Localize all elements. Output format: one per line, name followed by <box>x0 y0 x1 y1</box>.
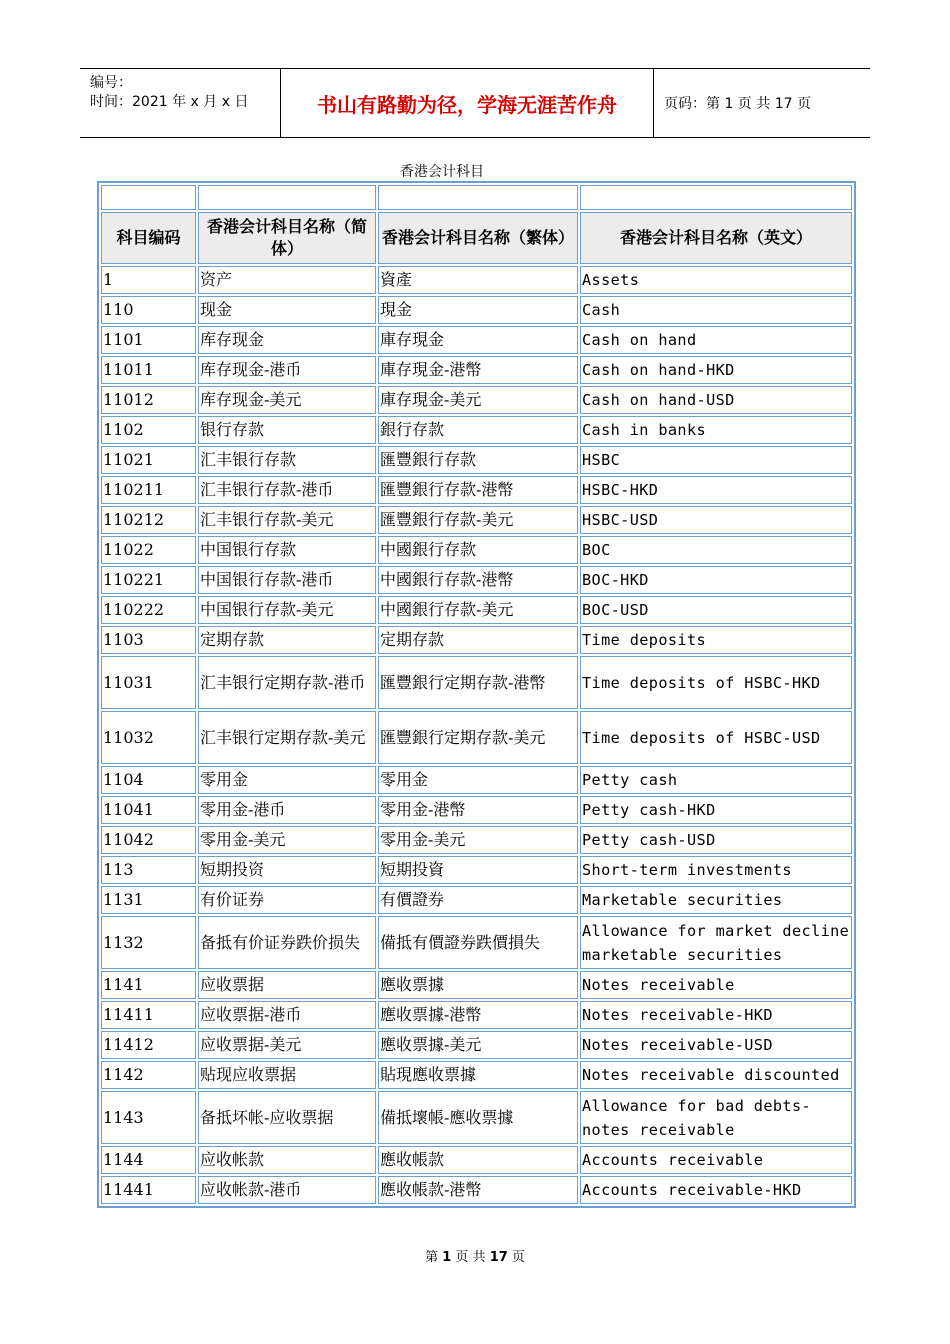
simplified-name-cell: 应收票据-美元 <box>198 1031 376 1059</box>
table-row <box>101 1001 852 1029</box>
code-cell: 110212 <box>101 506 196 534</box>
traditional-name-cell: 零用金-港幣 <box>378 796 578 824</box>
traditional-name-cell: 應收票據 <box>378 971 578 999</box>
simplified-name-cell: 备抵坏帐-应收票据 <box>198 1091 376 1144</box>
english-name-cell: Cash on hand-HKD <box>580 356 852 384</box>
code-cell: 11042 <box>101 826 196 854</box>
traditional-name-cell: 現金 <box>378 296 578 324</box>
simplified-name-cell: 中国银行存款 <box>198 536 376 564</box>
code-cell: 11041 <box>101 796 196 824</box>
code-cell: 1 <box>101 266 196 294</box>
traditional-name-cell: 備抵有價證券跌價損失 <box>378 916 578 969</box>
code-cell: 11441 <box>101 1176 196 1204</box>
english-name-cell: Time deposits <box>580 626 852 654</box>
table-row <box>101 1146 852 1174</box>
traditional-name-cell: 匯豐銀行定期存款-美元 <box>378 711 578 764</box>
code-cell: 110222 <box>101 596 196 624</box>
english-name-cell: Cash <box>580 296 852 324</box>
table-row <box>101 656 852 709</box>
empty-cell <box>101 185 196 210</box>
english-name-cell: HSBC <box>580 446 852 474</box>
english-name-cell: Accounts receivable <box>580 1146 852 1174</box>
code-cell: 110 <box>101 296 196 324</box>
english-name-cell: HSBC-USD <box>580 506 852 534</box>
english-name-cell: BOC-HKD <box>580 566 852 594</box>
code-cell: 11011 <box>101 356 196 384</box>
traditional-name-cell: 零用金 <box>378 766 578 794</box>
code-cell: 1102 <box>101 416 196 444</box>
traditional-name-cell: 匯豐銀行定期存款-港幣 <box>378 656 578 709</box>
table-row <box>101 766 852 794</box>
english-name-cell: BOC-USD <box>580 596 852 624</box>
traditional-name-cell: 應收票據-美元 <box>378 1031 578 1059</box>
simplified-name-cell: 应收票据 <box>198 971 376 999</box>
code-cell: 1144 <box>101 1146 196 1174</box>
code-cell: 1101 <box>101 326 196 354</box>
simplified-name-cell: 贴现应收票据 <box>198 1061 376 1089</box>
simplified-name-cell: 库存现金-港币 <box>198 356 376 384</box>
page-label: 页码：第 1 页 共 17 页 <box>664 96 811 112</box>
table-row <box>101 796 852 824</box>
traditional-name-cell: 庫存現金 <box>378 326 578 354</box>
traditional-name-cell: 貼現應收票據 <box>378 1061 578 1089</box>
empty-cell <box>378 185 578 210</box>
code-cell: 11032 <box>101 711 196 764</box>
english-name-cell: BOC <box>580 536 852 564</box>
code-cell: 110211 <box>101 476 196 504</box>
table-row <box>101 1061 852 1089</box>
table-row <box>101 566 852 594</box>
simplified-name-cell: 现金 <box>198 296 376 324</box>
english-name-cell: Allowance for bad debts-notes receivable <box>580 1091 852 1144</box>
simplified-name-cell: 有价证券 <box>198 886 376 914</box>
code-cell: 11022 <box>101 536 196 564</box>
english-name-cell: Notes receivable-HKD <box>580 1001 852 1029</box>
simplified-name-cell: 汇丰银行存款-港币 <box>198 476 376 504</box>
header-meta-cell <box>80 69 281 137</box>
english-name-cell: Time deposits of HSBC-USD <box>580 711 852 764</box>
col-header-traditional: 香港会计科目名称（繁体） <box>378 212 578 264</box>
traditional-name-cell: 備抵壞帳-應收票據 <box>378 1091 578 1144</box>
simplified-name-cell: 应收帐款 <box>198 1146 376 1174</box>
traditional-name-cell: 匯豐銀行存款-美元 <box>378 506 578 534</box>
simplified-name-cell: 汇丰银行存款 <box>198 446 376 474</box>
traditional-name-cell: 定期存款 <box>378 626 578 654</box>
simplified-name-cell: 零用金-美元 <box>198 826 376 854</box>
table-row <box>101 596 852 624</box>
table-row <box>101 266 852 294</box>
english-name-cell: Cash on hand-USD <box>580 386 852 414</box>
traditional-name-cell: 中國銀行存款-港幣 <box>378 566 578 594</box>
traditional-name-cell: 庫存現金-港幣 <box>378 356 578 384</box>
table-row <box>101 416 852 444</box>
table-row <box>101 826 852 854</box>
traditional-name-cell: 匯豐銀行存款-港幣 <box>378 476 578 504</box>
table-row <box>101 1031 852 1059</box>
english-name-cell: Petty cash <box>580 766 852 794</box>
table-row <box>101 386 852 414</box>
english-name-cell: Allowance for market decline marketable securities <box>580 916 852 969</box>
code-cell: 1143 <box>101 1091 196 1144</box>
simplified-name-cell: 定期存款 <box>198 626 376 654</box>
simplified-name-cell: 汇丰银行存款-美元 <box>198 506 376 534</box>
code-cell: 11411 <box>101 1001 196 1029</box>
accounts-table-frame <box>97 181 856 1208</box>
english-name-cell: Assets <box>580 266 852 294</box>
code-cell: 11031 <box>101 656 196 709</box>
traditional-name-cell: 匯豐銀行存款 <box>378 446 578 474</box>
traditional-name-cell: 零用金-美元 <box>378 826 578 854</box>
english-name-cell: Time deposits of HSBC-HKD <box>580 656 852 709</box>
simplified-name-cell: 汇丰银行定期存款-港币 <box>198 656 376 709</box>
traditional-name-cell: 銀行存款 <box>378 416 578 444</box>
motto: 书山有路勤为径，学海无涯苦作舟 <box>281 69 654 137</box>
empty-row <box>101 185 852 210</box>
traditional-name-cell: 庫存現金-美元 <box>378 386 578 414</box>
code-cell: 110221 <box>101 566 196 594</box>
english-name-cell: Notes receivable discounted <box>580 1061 852 1089</box>
table-row <box>101 296 852 324</box>
simplified-name-cell: 备抵有价证券跌价损失 <box>198 916 376 969</box>
simplified-name-cell: 短期投资 <box>198 856 376 884</box>
code-cell: 11021 <box>101 446 196 474</box>
table-row <box>101 626 852 654</box>
english-name-cell: Cash on hand <box>580 326 852 354</box>
simplified-name-cell: 汇丰银行定期存款-美元 <box>198 711 376 764</box>
table-row <box>101 971 852 999</box>
code-cell: 1104 <box>101 766 196 794</box>
footer-suffix: 页 <box>511 1250 525 1265</box>
col-header-simplified: 香港会计科目名称（简体） <box>198 212 376 264</box>
document-title: 香港会计科目 <box>400 164 484 180</box>
code-cell: 11412 <box>101 1031 196 1059</box>
simplified-name-cell: 零用金-港币 <box>198 796 376 824</box>
code-cell: 1141 <box>101 971 196 999</box>
empty-cell <box>198 185 376 210</box>
simplified-name-cell: 库存现金 <box>198 326 376 354</box>
english-name-cell: Marketable securities <box>580 886 852 914</box>
english-name-cell: HSBC-HKD <box>580 476 852 504</box>
footer-page-number: 1 <box>442 1250 452 1265</box>
code-cell: 1103 <box>101 626 196 654</box>
traditional-name-cell: 短期投資 <box>378 856 578 884</box>
footer-middle: 页 共 <box>455 1250 486 1265</box>
english-name-cell: Notes receivable-USD <box>580 1031 852 1059</box>
simplified-name-cell: 应收帐款-港币 <box>198 1176 376 1204</box>
english-name-cell: Short-term investments <box>580 856 852 884</box>
header-row <box>101 212 852 264</box>
traditional-name-cell: 資產 <box>378 266 578 294</box>
table-row <box>101 1176 852 1204</box>
footer-total-pages: 17 <box>489 1250 508 1265</box>
table-row <box>101 856 852 884</box>
simplified-name-cell: 零用金 <box>198 766 376 794</box>
code-cell: 11012 <box>101 386 196 414</box>
traditional-name-cell: 中國銀行存款-美元 <box>378 596 578 624</box>
code-cell: 1131 <box>101 886 196 914</box>
code-cell: 1132 <box>101 916 196 969</box>
english-name-cell: Petty cash-USD <box>580 826 852 854</box>
page-header <box>80 68 870 138</box>
footer-prefix: 第 <box>425 1250 439 1265</box>
table-row <box>101 536 852 564</box>
table-row <box>101 476 852 504</box>
traditional-name-cell: 應收帳款-港幣 <box>378 1176 578 1204</box>
date-label: 时间：2021 年 x 月 x 日 <box>90 94 249 110</box>
empty-cell <box>580 185 852 210</box>
english-name-cell: Accounts receivable-HKD <box>580 1176 852 1204</box>
table-row <box>101 506 852 534</box>
table-row <box>101 446 852 474</box>
col-header-code: 科目编码 <box>101 212 196 264</box>
simplified-name-cell: 资产 <box>198 266 376 294</box>
simplified-name-cell: 应收票据-港币 <box>198 1001 376 1029</box>
code-cell: 113 <box>101 856 196 884</box>
table-row <box>101 356 852 384</box>
col-header-english: 香港会计科目名称（英文） <box>580 212 852 264</box>
accounts-table <box>99 183 854 1206</box>
traditional-name-cell: 有價證券 <box>378 886 578 914</box>
simplified-name-cell: 库存现金-美元 <box>198 386 376 414</box>
table-row <box>101 1091 852 1144</box>
number-label: 编号： <box>90 75 132 91</box>
code-cell: 1142 <box>101 1061 196 1089</box>
traditional-name-cell: 中國銀行存款 <box>378 536 578 564</box>
traditional-name-cell: 應收票據-港幣 <box>378 1001 578 1029</box>
table-row <box>101 711 852 764</box>
table-row <box>101 886 852 914</box>
table-row <box>101 326 852 354</box>
table-body <box>101 266 852 1204</box>
simplified-name-cell: 银行存款 <box>198 416 376 444</box>
table-row <box>101 916 852 969</box>
simplified-name-cell: 中国银行存款-美元 <box>198 596 376 624</box>
page-footer <box>0 1246 950 1265</box>
simplified-name-cell: 中国银行存款-港币 <box>198 566 376 594</box>
english-name-cell: Notes receivable <box>580 971 852 999</box>
traditional-name-cell: 應收帳款 <box>378 1146 578 1174</box>
english-name-cell: Cash in banks <box>580 416 852 444</box>
english-name-cell: Petty cash-HKD <box>580 796 852 824</box>
